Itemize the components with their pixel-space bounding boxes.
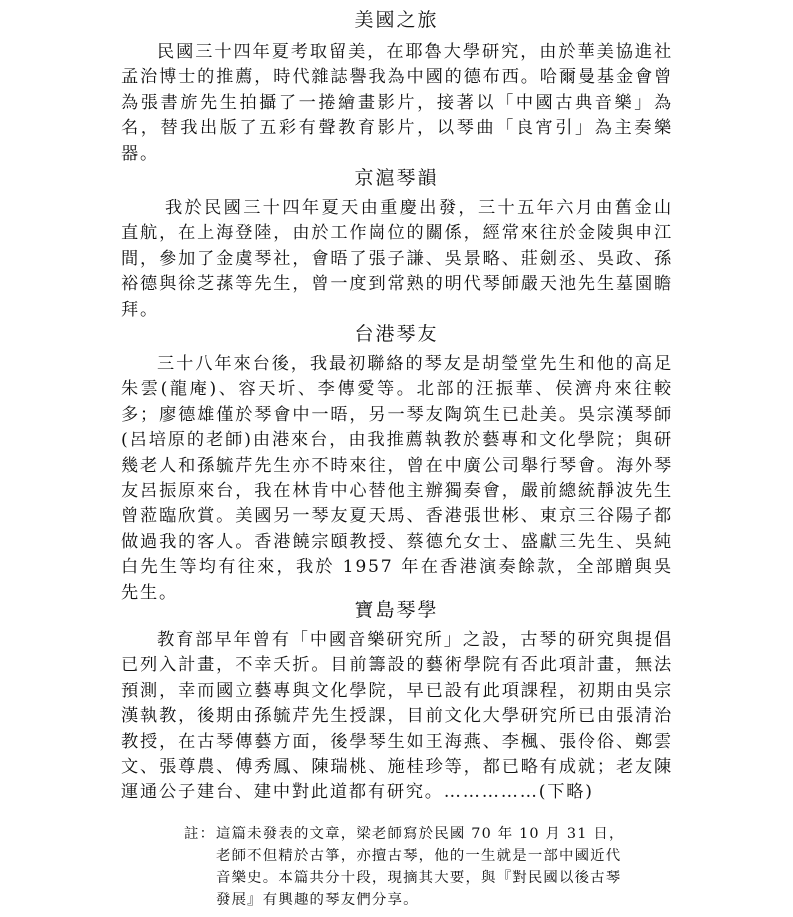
paragraph-jinghu-qin: 我於民國三十四年夏天由重慶出發，三十五年六月由舊金山直航，在上海登陸，由於工作崗位的關係，經常來往於金陵與申江間，參加了金虞琴社，會晤了張子謙、吳景略、莊劍丞、吳政、孫裕德與徐芝蓀等先生，曾一度到常熟的明代琴師嚴天池先生墓園瞻拜。 (121, 198, 673, 320)
section-title-america-trip: 美國之旅 (354, 9, 439, 31)
footnote-body: 這篇未發表的文章，梁老師寫於民國 70 年 10 月 31 日，老師不但精於古箏，亦擅古琴，他的一生就是一部中國近代音樂史。本篇共分十段，現摘其大要，與『對民國以後古琴發展』有興趣的琴友們分享。 (216, 826, 625, 908)
paragraph-formosa-qin-study: 教育部早年曾有「中國音樂研究所」之設，古琴的研究與提倡已列入計畫，不幸夭折。目前籌設的藝術學院有否此項計畫，無法預測，幸而國立藝專與文化學院，早已設有此項課程，初期由吳宗漢執教，後期由孫毓芹先生授課，目前文化大學研究所已由張清治教授，在古琴傳藝方面，後學琴生如王海燕、李楓、張伶俗、鄭雲文、張尊農、傅秀鳳、陳瑞桃、施桂珍等，都已略有成就；老友陳運通公子建台、建中對此道都有研究。……………(下略) (121, 630, 673, 803)
footnote-label: 註： (184, 826, 216, 842)
section-title-taiwan-hk-friends: 台港琴友 (354, 323, 439, 345)
paragraph-america-trip: 民國三十四年夏考取留美，在耶魯大學研究，由於華美協進社孟治博士的推薦，時代雜誌譽我為中國的德布西。哈爾曼基金會曾為張書旂先生拍攝了一捲繪畫影片，接著以「中國古典音樂」為名，替我出版了五彩有聲教育影片，以琴曲「良宵引」為主奏樂器。 (121, 42, 673, 164)
section-title-formosa-qin-study: 寶島琴學 (354, 599, 439, 621)
paragraph-taiwan-hk-friends: 三十八年來台後，我最初聯絡的琴友是胡瑩堂先生和他的高足朱雲(龍庵)、容天圻、李傳愛等。北部的汪振華、侯濟舟來往較多；廖德雄僅於琴會中一晤，另一琴友陶筑生已赴美。吳宗漢琴師(呂培原的老師)由港來台，由我推薦執教於藝專和文化學院；與研幾老人和孫毓芹先生亦不時來往，曾在中廣公司舉行琴會。海外琴友呂振原來台，我在林肯中心替他主辦獨奏會，嚴前總統靜波先生曾蒞臨欣賞。美國另一琴友夏天馬、香港張世彬、東京三谷陽子都做過我的客人。香港饒宗頤教授、蔡德允女士、盛獻三先生、吳純白先生等均有往來，我於 1957 年在香港演奏餘款，全部贈與吳先生。 (121, 354, 673, 603)
section-title-jinghu-qin: 京滬琴韻 (354, 167, 439, 189)
